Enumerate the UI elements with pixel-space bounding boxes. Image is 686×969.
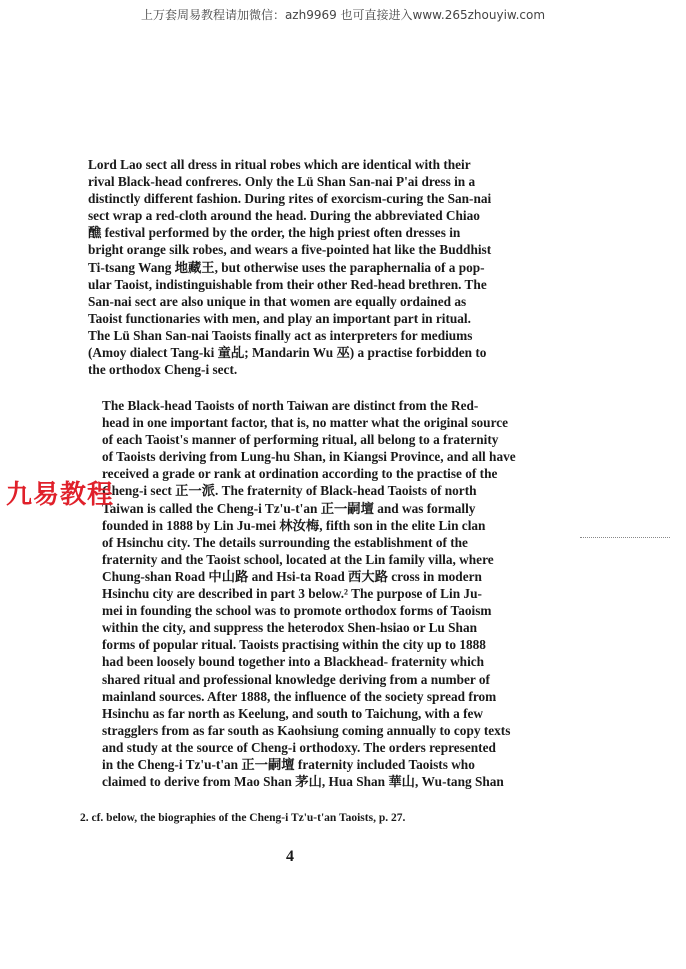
- text-line: ular Taoist, indistinguishable from their other Red-head brethren. The: [88, 276, 487, 292]
- text-line: of each Taoist's manner of performing ritual, all belong to a fraternity: [102, 432, 499, 448]
- text-line: distinctly different fashion. During rites of exorcism-curing the San-nai: [88, 191, 492, 207]
- watermark-logo: 九易教程: [6, 480, 115, 510]
- text-line: 醮 festival performed by the order, the high priest often dresses in: [88, 225, 461, 241]
- text-line: Taiwan is called the Cheng-i Tz'u-t'an 正一嗣壇 and was formally: [102, 500, 476, 516]
- text-line: forms of popular ritual. Taoists practising within the city up to 1888: [102, 637, 486, 653]
- text-line: rival Black-head confreres. Only the Lü Shan San-nai P'ai dress in a: [88, 174, 476, 190]
- text-line: Cheng-i sect 正一派. The fraternity of Black-head Taoists of north: [102, 483, 477, 499]
- text-line: Chung-shan Road 中山路 and Hsi-ta Road 西大路 cross in modern: [102, 568, 482, 584]
- footnote: 2. cf. below, the biographies of the Cheng-i Tz'u-t'an Taoists, p. 27.: [80, 812, 406, 824]
- text-line: in the Cheng-i Tz'u-t'an 正一嗣壇 fraternity included Taoists who: [102, 756, 475, 772]
- text-line: the orthodox Cheng-i sect.: [88, 362, 238, 378]
- text-line: San-nai sect are also unique in that women are equally ordained as: [88, 293, 467, 309]
- text-line: mainland sources. After 1888, the influence of the society spread from: [102, 688, 497, 704]
- text-line: sect wrap a red-cloth around the head. During the abbreviated Chiao: [88, 208, 480, 224]
- text-line: fraternity and the Taoist school, located at the Lin family villa, where: [102, 551, 494, 567]
- text-line: of Taoists deriving from Lung-hu Shan, in Kiangsi Province, and all have: [102, 449, 516, 465]
- paragraph-2: [88, 397, 538, 790]
- text-line: stragglers from as far south as Kaohsiung coming annually to copy texts: [102, 722, 511, 738]
- paragraph-1: [88, 156, 538, 378]
- page-header-banner: 上万套周易教程请加微信：azh9969 也可直接进入www.265zhouyiw.com: [140, 8, 546, 22]
- text-line: Hsinchu city are described in part 3 below.² The purpose of Lin Ju-: [102, 586, 482, 602]
- text-line: of Hsinchu city. The details surrounding the establishment of the: [102, 534, 468, 550]
- text-line: and study at the source of Cheng-i orthodoxy. The orders represented: [102, 739, 496, 755]
- text-line: (Amoy dialect Tang-ki 童乩; Mandarin Wu 巫) a practise forbidden to: [88, 345, 487, 361]
- page-number: 4: [286, 848, 294, 865]
- text-line: founded in 1888 by Lin Ju-mei 林汝梅, fifth son in the elite Lin clan: [102, 517, 486, 533]
- text-line: Lord Lao sect all dress in ritual robes which are identical with their: [88, 157, 471, 172]
- text-line: The Black-head Taoists of north Taiwan are distinct from the Red-: [102, 398, 479, 413]
- text-line: within the city, and suppress the heterodox Shen-hsiao or Lu Shan: [102, 620, 477, 636]
- text-line: Ti-tsang Wang 地藏王, but otherwise uses the paraphernalia of a pop-: [88, 259, 485, 275]
- text-line: head in one important factor, that is, no matter what the original source: [102, 415, 509, 431]
- text-line: mei in founding the school was to promote orthodox forms of Taoism: [102, 603, 492, 619]
- text-line: shared ritual and professional knowledge deriving from a number of: [102, 671, 490, 687]
- text-line: Hsinchu as far north as Keelung, and south to Taichung, with a few: [102, 705, 484, 721]
- text-line: Taoist functionaries with men, and play an important part in ritual.: [88, 310, 471, 326]
- text-line: bright orange silk robes, and wears a five-pointed hat like the Buddhist: [88, 242, 492, 258]
- text-line: claimed to derive from Mao Shan 茅山, Hua Shan 華山, Wu-tang Shan: [102, 774, 504, 790]
- scan-artifact-dots: [580, 537, 670, 542]
- text-line: received a grade or rank at ordination according to the practise of the: [102, 466, 498, 482]
- text-line: had been loosely bound together into a Blackhead- fraternity which: [102, 654, 485, 670]
- text-line: The Lü Shan San-nai Taoists finally act as interpreters for mediums: [88, 327, 473, 343]
